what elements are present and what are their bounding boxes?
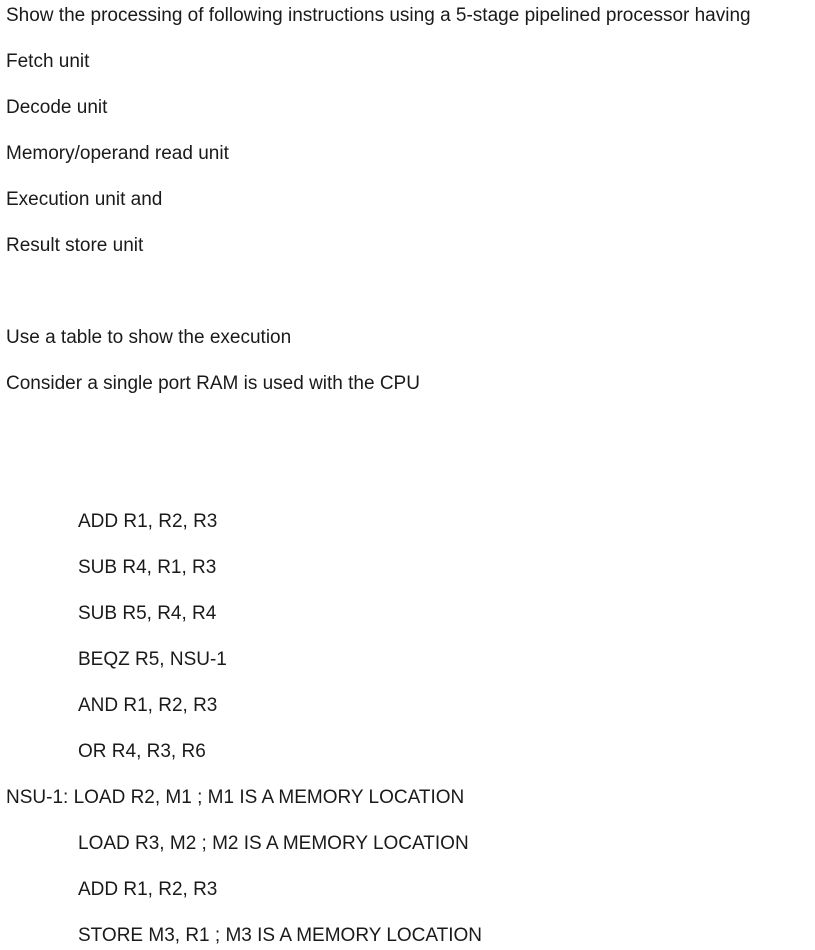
unit-memory-operand-read: Memory/operand read unit bbox=[6, 143, 229, 164]
unit-fetch: Fetch unit bbox=[6, 51, 90, 72]
note-table: Use a table to show the execution bbox=[6, 327, 292, 348]
labeled-instruction-line: NSU-1: LOAD R2, M1 ; M1 IS A MEMORY LOCATION bbox=[6, 787, 465, 808]
note-single-port-ram: Consider a single port RAM is used with the CPU bbox=[6, 373, 420, 394]
question-heading: Show the processing of following instructions using a 5-stage pipelined processor having bbox=[6, 5, 751, 26]
instruction-line: AND R1, R2, R3 bbox=[78, 695, 218, 716]
instruction-line: STORE M3, R1 ; M3 IS A MEMORY LOCATION bbox=[78, 925, 483, 946]
instruction-line: SUB R4, R1, R3 bbox=[78, 557, 217, 578]
unit-decode: Decode unit bbox=[6, 97, 108, 118]
instruction-line: ADD R1, R2, R3 bbox=[78, 879, 218, 900]
instruction-line: LOAD R3, M2 ; M2 IS A MEMORY LOCATION bbox=[78, 833, 469, 854]
unit-result-store: Result store unit bbox=[6, 235, 144, 256]
unit-execution: Execution unit and bbox=[6, 189, 163, 210]
instruction-line: OR R4, R3, R6 bbox=[78, 741, 206, 762]
instruction-line: BEQZ R5, NSU-1 bbox=[78, 649, 227, 670]
instruction-line: ADD R1, R2, R3 bbox=[78, 511, 218, 532]
instruction-line: SUB R5, R4, R4 bbox=[78, 603, 217, 624]
